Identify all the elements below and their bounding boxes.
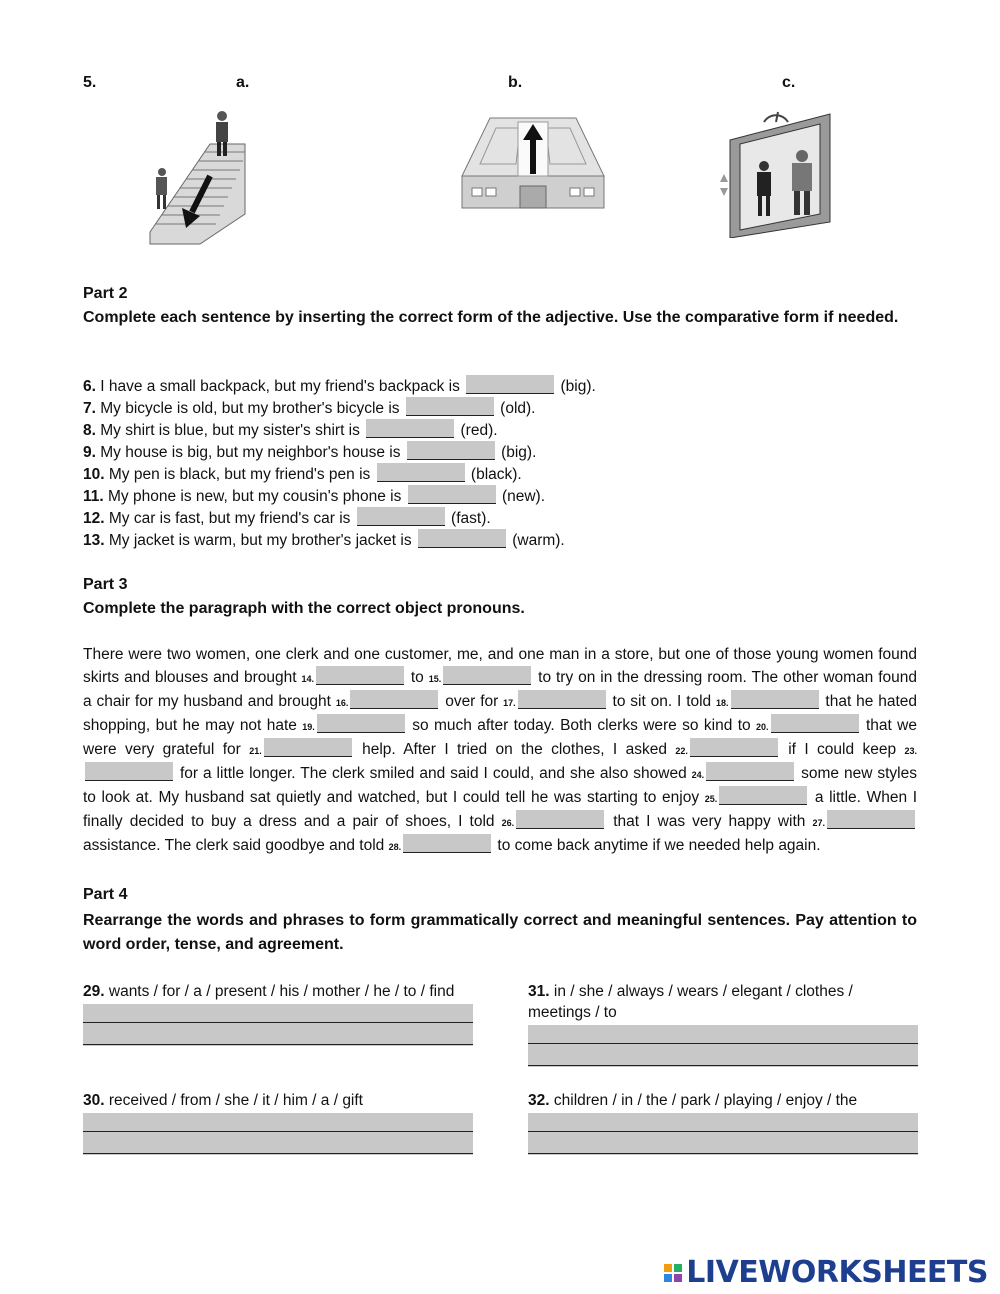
item-number: 10. [83,466,105,483]
paragraph-text: that we were very grateful for [83,717,917,758]
answer-blank-16[interactable] [350,690,438,709]
answer-blank-10[interactable] [377,463,465,482]
sentence-text: My house is big, but my neighbor's house is [100,444,401,461]
blank-number: 28. [388,842,402,852]
item-number: 7. [83,400,96,417]
sentence-text: My shirt is blue, but my sister's shirt is [100,422,360,439]
sentence-text: My car is fast, but my friend's car is [108,510,351,527]
blank-number: 16. [335,698,349,708]
sentence-hint: (old). [500,400,536,417]
paragraph-text: to try on in the dressing room. The other woman found a chair for my husband and brought [83,669,918,710]
word-list: wants / for / a / present / his / mother / he / to / find [108,983,455,1000]
part-3-heading: Part 3 [83,576,128,593]
answer-blank-28[interactable] [403,834,491,853]
answer-box-30[interactable] [83,1113,473,1155]
item-number: 11. [83,488,104,505]
elevator-icon [716,104,834,238]
answer-blank-27[interactable] [827,810,915,829]
option-a-label: a. [236,74,250,91]
answer-blank-7[interactable] [406,397,494,416]
pronoun-paragraph [83,644,917,858]
item-number: 13. [83,532,105,549]
paragraph-text: that he hated shopping, but he may not hate [83,693,917,734]
paragraph-text: assistance. The clerk said goodbye and told [83,837,389,854]
blank-number: 18. [716,698,729,708]
sentence-hint: (fast). [451,510,491,527]
answer-box-31[interactable] [528,1025,918,1067]
part-3-instruction: Complete the paragraph with the correct object pronouns. [83,600,525,617]
question-5-number: 5. [83,74,97,91]
sentence-text: My jacket is warm, but my brother's jacket is [108,532,412,549]
blank-number: 14. [301,674,314,684]
reorder-item-29 [83,981,471,1046]
blank-number: 15. [428,674,442,684]
liveworksheets-logo[interactable] [664,1255,988,1290]
reorder-item-32 [528,1090,916,1155]
logo-block [674,1264,682,1272]
blank-number: 23. [904,746,917,756]
part-4-instruction: Rearrange the words and phrases to form grammatically correct and meaningful sentences. Pay attention to word order, tense, and agreement. [83,912,917,953]
answer-blank-22[interactable] [690,738,778,757]
reorder-item-30 [83,1090,471,1155]
paragraph-text: to come back anytime if we needed help again. [493,837,821,854]
blank-number: 22. [675,746,688,756]
logo-blocks-icon [664,1264,682,1282]
logo-text: LIVEWORKSHEETS [686,1255,988,1290]
logo-block [664,1274,672,1282]
answer-blank-26[interactable] [516,810,604,829]
paragraph-text: a little. When I finally decided to buy a dress and a pair of shoes, I told [83,789,918,830]
paragraph-text: There were two women, one clerk and one customer, me, and one man in a store, but one of those young women found skirts and blouses and brought [83,646,917,686]
building-up-arrow-icon [460,104,606,212]
sentence-hint: (red). [460,422,498,439]
sentence-hint: (big). [560,378,596,395]
logo-block [674,1274,682,1282]
blank-number: 20. [756,722,769,732]
answer-blank-17[interactable] [518,690,606,709]
answer-blank-12[interactable] [357,507,445,526]
sentence-text: My pen is black, but my friend's pen is [108,466,371,483]
answer-blank-13[interactable] [418,529,506,548]
option-b-label: b. [508,74,523,91]
part-2-heading: Part 2 [83,285,128,302]
answer-blank-6[interactable] [466,375,554,394]
paragraph-text: that I was very happy with [606,813,813,830]
answer-blank-25[interactable] [719,786,807,805]
item-number: 9. [83,444,96,461]
sentence-text: My phone is new, but my cousin's phone is [108,488,402,505]
answer-box-29[interactable] [83,1004,473,1046]
paragraph-text: so much after today. Both clerks were so kind to [406,717,757,734]
sentence-hint: (warm). [512,532,565,549]
item-number: 31. [528,983,550,1000]
sentence-text: My bicycle is old, but my brother's bicycle is [100,400,400,417]
reorder-item-31 [528,981,916,1067]
sentence-hint: (new). [501,488,546,505]
answer-blank-18[interactable] [731,690,819,709]
sentence-10 [83,463,522,486]
sentence-11 [83,485,545,508]
sentence-12 [83,507,491,530]
paragraph-text: to sit on. I told [607,693,717,710]
blank-number: 24. [691,770,705,780]
blank-number: 19. [302,722,315,732]
item-number: 30. [83,1092,105,1109]
stairs-down-icon [140,104,250,246]
option-c-label: c. [782,74,796,91]
item-number: 29. [83,983,105,1000]
logo-block [664,1264,672,1272]
paragraph-text: for a little longer. The clerk smiled and said I could, and she also showed [175,765,692,782]
sentence-13 [83,529,565,552]
answer-box-32[interactable] [528,1113,918,1155]
paragraph-text: some new styles to look at. My husband sat quietly and watched, but I could tell he was starting to enjoy [83,765,917,806]
item-number: 8. [83,422,96,439]
sentence-7 [83,397,535,420]
sentence-text: I have a small backpack, but my friend's backpack is [100,378,460,395]
sentence-hint: (black). [470,466,522,483]
blank-number: 27. [812,818,825,828]
word-list: received / from / she / it / him / a / gift [108,1092,363,1109]
paragraph-text: if I could keep [779,741,905,758]
item-number: 12. [83,510,105,527]
paragraph-text: help. After I tried on the clothes, I asked [353,741,676,758]
word-list: children / in / the / park / playing / enjoy / the [553,1092,858,1109]
blank-number: 25. [704,794,718,804]
answer-blank-19[interactable] [317,714,405,733]
item-number: 32. [528,1092,550,1109]
part-2-instruction: Complete each sentence by inserting the correct form of the adjective. Use the comparative form if needed. [83,309,899,326]
item-number: 6. [83,378,96,395]
blank-number: 17. [503,698,516,708]
answer-blank-20[interactable] [771,714,859,733]
sentence-6 [83,375,596,398]
answer-blank-9[interactable] [407,441,495,460]
paragraph-text: over for [440,693,504,710]
sentence-8 [83,419,498,442]
blank-number: 26. [501,818,515,828]
word-list: in / she / always / wears / elegant / clothes / meetings / to [528,983,853,1021]
answer-blank-23[interactable] [85,762,173,781]
answer-blank-15[interactable] [443,666,531,685]
blank-number: 21. [249,746,262,756]
answer-blank-24[interactable] [706,762,794,781]
answer-blank-14[interactable] [316,666,404,685]
sentence-9 [83,441,536,464]
part-4-heading: Part 4 [83,886,128,903]
answer-blank-11[interactable] [408,485,496,504]
paragraph-text: to [405,669,429,686]
sentence-hint: (big). [501,444,537,461]
answer-blank-8[interactable] [366,419,454,438]
answer-blank-21[interactable] [264,738,352,757]
